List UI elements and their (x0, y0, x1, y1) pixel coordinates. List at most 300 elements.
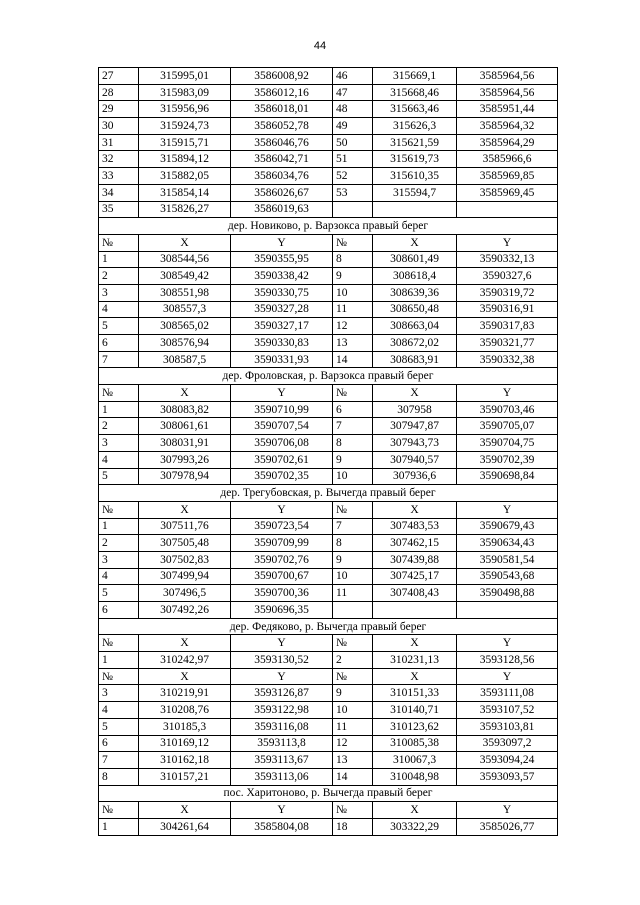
y-coordinate-cell: 3590327,17 (231, 318, 333, 335)
x-coordinate-cell: 308083,82 (139, 401, 231, 418)
point-number-cell: 7 (99, 351, 139, 368)
point-number-cell: 7 (333, 518, 373, 535)
y-coordinate-cell: 3590706,08 (231, 435, 333, 452)
point-number-cell: 11 (333, 585, 373, 602)
x-coordinate-cell: 310169,12 (139, 735, 231, 752)
y-coordinate-cell: 3593113,67 (231, 752, 333, 769)
x-coordinate-cell: 315915,71 (139, 134, 231, 151)
table-row (99, 401, 558, 418)
y-coordinate-cell: 3590703,46 (457, 401, 558, 418)
x-coordinate-cell: 308650,48 (373, 301, 457, 318)
y-coordinate-cell: 3590543,68 (457, 568, 558, 585)
y-coordinate-cell: 3585951,44 (457, 101, 558, 118)
point-number-cell: 1 (99, 401, 139, 418)
x-coordinate-cell: 307462,15 (373, 535, 457, 552)
x-coordinate-cell: X (139, 385, 231, 402)
table-row (99, 451, 558, 468)
point-number-cell: 47 (333, 84, 373, 101)
x-coordinate-cell: 307483,53 (373, 518, 457, 535)
column-header-row (99, 668, 558, 685)
y-coordinate-cell: 3590330,75 (231, 284, 333, 301)
table-row (99, 518, 558, 535)
table-row (99, 602, 558, 619)
column-header-row (99, 802, 558, 819)
y-coordinate-cell: 3590332,38 (457, 351, 558, 368)
point-number-cell: 13 (333, 752, 373, 769)
table-row (99, 301, 558, 318)
y-coordinate-cell: 3585969,45 (457, 184, 558, 201)
section-title-row (99, 485, 558, 502)
x-coordinate-cell: 315610,35 (373, 168, 457, 185)
table-row (99, 351, 558, 368)
y-coordinate-cell: 3585966,6 (457, 151, 558, 168)
y-coordinate-cell: Y (457, 501, 558, 518)
y-coordinate-cell: 3590331,93 (231, 351, 333, 368)
point-number-cell: 6 (333, 401, 373, 418)
table-row (99, 418, 558, 435)
x-coordinate-cell: 308565,02 (139, 318, 231, 335)
point-number-cell: 2 (333, 652, 373, 669)
x-coordinate-cell: 315894,12 (139, 151, 231, 168)
point-number-cell: № (333, 234, 373, 251)
x-coordinate-cell: 310085,38 (373, 735, 457, 752)
x-coordinate-cell: 304261,64 (139, 818, 231, 835)
point-number-cell: 11 (333, 718, 373, 735)
x-coordinate-cell: 307958 (373, 401, 457, 418)
coordinates-table (98, 67, 558, 836)
y-coordinate-cell: 3593126,87 (231, 685, 333, 702)
y-coordinate-cell: 3590702,76 (231, 551, 333, 568)
point-number-cell: 5 (99, 318, 139, 335)
y-coordinate-cell: 3590702,61 (231, 451, 333, 468)
table-row (99, 652, 558, 669)
point-number-cell: 49 (333, 118, 373, 135)
table-row (99, 585, 558, 602)
y-coordinate-cell: 3586018,01 (231, 101, 333, 118)
point-number-cell: 51 (333, 151, 373, 168)
point-number-cell: 12 (333, 735, 373, 752)
table-row (99, 768, 558, 785)
x-coordinate-cell: 307496,5 (139, 585, 231, 602)
x-coordinate-cell: 308683,91 (373, 351, 457, 368)
x-coordinate-cell: X (139, 668, 231, 685)
x-coordinate-cell: 307425,17 (373, 568, 457, 585)
point-number-cell: 10 (333, 284, 373, 301)
point-number-cell: № (99, 635, 139, 652)
x-coordinate-cell: 315995,01 (139, 68, 231, 85)
point-number-cell (333, 201, 373, 218)
point-number-cell: 30 (99, 118, 139, 135)
column-header-row (99, 385, 558, 402)
x-coordinate-cell: X (139, 635, 231, 652)
point-number-cell: 35 (99, 201, 139, 218)
point-number-cell: 2 (99, 418, 139, 435)
point-number-cell: 10 (333, 468, 373, 485)
x-coordinate-cell: 307492,26 (139, 602, 231, 619)
point-number-cell: 5 (99, 718, 139, 735)
y-coordinate-cell: 3593107,52 (457, 702, 558, 719)
x-coordinate-cell: 310123,62 (373, 718, 457, 735)
y-coordinate-cell: 3590332,13 (457, 251, 558, 268)
column-header-row (99, 635, 558, 652)
x-coordinate-cell: 307993,26 (139, 451, 231, 468)
point-number-cell: № (333, 635, 373, 652)
y-coordinate-cell: 3593128,56 (457, 652, 558, 669)
point-number-cell: № (333, 385, 373, 402)
y-coordinate-cell: 3593103,81 (457, 718, 558, 735)
point-number-cell: № (99, 234, 139, 251)
table-row (99, 118, 558, 135)
x-coordinate-cell: 307936,6 (373, 468, 457, 485)
x-coordinate-cell: 315668,46 (373, 84, 457, 101)
section-title-row (99, 785, 558, 802)
point-number-cell: 14 (333, 768, 373, 785)
page-number: 44 (313, 40, 327, 52)
y-coordinate-cell: 3590319,72 (457, 284, 558, 301)
y-coordinate-cell: 3590707,54 (231, 418, 333, 435)
x-coordinate-cell: 308587,5 (139, 351, 231, 368)
section-title: дер. Новиково, р. Варзокса правый берег (99, 218, 558, 235)
y-coordinate-cell: 3585964,29 (457, 134, 558, 151)
y-coordinate-cell: 3593111,08 (457, 685, 558, 702)
point-number-cell: 8 (333, 251, 373, 268)
x-coordinate-cell: 315854,14 (139, 184, 231, 201)
point-number-cell: 33 (99, 168, 139, 185)
x-coordinate-cell: 315669,1 (373, 68, 457, 85)
point-number-cell: 7 (99, 752, 139, 769)
point-number-cell: 18 (333, 818, 373, 835)
section-title: дер. Трегубовская, р. Вычегда правый берег (99, 485, 558, 502)
table-row (99, 468, 558, 485)
point-number-cell: 6 (99, 602, 139, 619)
x-coordinate-cell: 308639,36 (373, 284, 457, 301)
point-number-cell: 1 (99, 652, 139, 669)
table-row (99, 551, 558, 568)
y-coordinate-cell: 3590696,35 (231, 602, 333, 619)
table-row (99, 134, 558, 151)
y-coordinate-cell: 3590679,43 (457, 518, 558, 535)
y-coordinate-cell: 3590327,6 (457, 268, 558, 285)
point-number-cell: 4 (99, 301, 139, 318)
point-number-cell: 9 (333, 551, 373, 568)
point-number-cell (333, 602, 373, 619)
section-title: пос. Харитоново, р. Вычегда правый берег (99, 785, 558, 802)
x-coordinate-cell: 307439,88 (373, 551, 457, 568)
section-title: дер. Федяково, р. Вычегда правый берег (99, 618, 558, 635)
table-row (99, 702, 558, 719)
y-coordinate-cell: Y (457, 635, 558, 652)
x-coordinate-cell: 310067,3 (373, 752, 457, 769)
point-number-cell: 3 (99, 435, 139, 452)
y-coordinate-cell: 3590704,75 (457, 435, 558, 452)
table-row (99, 568, 558, 585)
y-coordinate-cell: 3593122,98 (231, 702, 333, 719)
point-number-cell: 10 (333, 568, 373, 585)
x-coordinate-cell: 308557,3 (139, 301, 231, 318)
point-number-cell: 6 (99, 335, 139, 352)
x-coordinate-cell: X (373, 385, 457, 402)
x-coordinate-cell: 307505,48 (139, 535, 231, 552)
section-title-row (99, 368, 558, 385)
table-row (99, 685, 558, 702)
coordinates-table-body (99, 68, 558, 836)
point-number-cell: 3 (99, 284, 139, 301)
y-coordinate-cell: Y (231, 501, 333, 518)
point-number-cell: 28 (99, 84, 139, 101)
point-number-cell: 8 (333, 435, 373, 452)
y-coordinate-cell: 3586008,92 (231, 68, 333, 85)
y-coordinate-cell: 3590327,28 (231, 301, 333, 318)
point-number-cell: № (99, 802, 139, 819)
x-coordinate-cell: 308663,04 (373, 318, 457, 335)
x-coordinate-cell: 310242,97 (139, 652, 231, 669)
point-number-cell: 29 (99, 101, 139, 118)
column-header-row (99, 234, 558, 251)
table-row (99, 718, 558, 735)
x-coordinate-cell: 308601,49 (373, 251, 457, 268)
table-row (99, 101, 558, 118)
point-number-cell: 12 (333, 318, 373, 335)
y-coordinate-cell: 3586046,76 (231, 134, 333, 151)
y-coordinate-cell: 3585964,32 (457, 118, 558, 135)
x-coordinate-cell: 307511,76 (139, 518, 231, 535)
point-number-cell: 3 (99, 551, 139, 568)
y-coordinate-cell: 3590700,67 (231, 568, 333, 585)
point-number-cell: 46 (333, 68, 373, 85)
y-coordinate-cell: 3590321,77 (457, 335, 558, 352)
y-coordinate-cell: Y (231, 668, 333, 685)
y-coordinate-cell (457, 201, 558, 218)
point-number-cell: 6 (99, 735, 139, 752)
point-number-cell: 31 (99, 134, 139, 151)
x-coordinate-cell: X (373, 668, 457, 685)
table-row (99, 151, 558, 168)
point-number-cell: 4 (99, 451, 139, 468)
point-number-cell: 4 (99, 568, 139, 585)
y-coordinate-cell: 3590338,42 (231, 268, 333, 285)
point-number-cell: 2 (99, 268, 139, 285)
x-coordinate-cell: 315663,46 (373, 101, 457, 118)
point-number-cell: 52 (333, 168, 373, 185)
point-number-cell: 11 (333, 301, 373, 318)
point-number-cell: 1 (99, 518, 139, 535)
x-coordinate-cell: 308061,61 (139, 418, 231, 435)
table-row (99, 535, 558, 552)
x-coordinate-cell: 315621,59 (373, 134, 457, 151)
point-number-cell: № (333, 501, 373, 518)
section-title: дер. Фроловская, р. Варзокса правый берег (99, 368, 558, 385)
y-coordinate-cell: Y (457, 385, 558, 402)
y-coordinate-cell: 3590581,54 (457, 551, 558, 568)
x-coordinate-cell: X (139, 501, 231, 518)
point-number-cell: № (99, 501, 139, 518)
point-number-cell: 8 (333, 535, 373, 552)
x-coordinate-cell: 315956,96 (139, 101, 231, 118)
y-coordinate-cell: 3586034,76 (231, 168, 333, 185)
table-row (99, 201, 558, 218)
x-coordinate-cell: X (139, 802, 231, 819)
table-row (99, 335, 558, 352)
y-coordinate-cell: 3590700,36 (231, 585, 333, 602)
table-row (99, 168, 558, 185)
y-coordinate-cell: 3590330,83 (231, 335, 333, 352)
point-number-cell: 14 (333, 351, 373, 368)
y-coordinate-cell: 3585964,56 (457, 84, 558, 101)
x-coordinate-cell: 307978,94 (139, 468, 231, 485)
x-coordinate-cell (373, 602, 457, 619)
y-coordinate-cell: 3593093,57 (457, 768, 558, 785)
table-row (99, 84, 558, 101)
x-coordinate-cell: 310157,21 (139, 768, 231, 785)
x-coordinate-cell: 308549,42 (139, 268, 231, 285)
y-coordinate-cell: 3593094,24 (457, 752, 558, 769)
x-coordinate-cell: X (373, 635, 457, 652)
x-coordinate-cell: 315882,05 (139, 168, 231, 185)
point-number-cell: 32 (99, 151, 139, 168)
y-coordinate-cell: 3593113,8 (231, 735, 333, 752)
x-coordinate-cell: 307499,94 (139, 568, 231, 585)
y-coordinate-cell: 3585026,77 (457, 818, 558, 835)
table-row (99, 752, 558, 769)
x-coordinate-cell: 315594,7 (373, 184, 457, 201)
y-coordinate-cell: 3590705,07 (457, 418, 558, 435)
x-coordinate-cell: X (139, 234, 231, 251)
y-coordinate-cell: 3586042,71 (231, 151, 333, 168)
x-coordinate-cell: 315619,73 (373, 151, 457, 168)
y-coordinate-cell: 3586026,67 (231, 184, 333, 201)
x-coordinate-cell: 310231,13 (373, 652, 457, 669)
x-coordinate-cell: 308618,4 (373, 268, 457, 285)
point-number-cell: № (333, 668, 373, 685)
y-coordinate-cell: 3585969,85 (457, 168, 558, 185)
point-number-cell: 27 (99, 68, 139, 85)
point-number-cell: 7 (333, 418, 373, 435)
table-row (99, 184, 558, 201)
x-coordinate-cell: 310151,33 (373, 685, 457, 702)
x-coordinate-cell: 307947,87 (373, 418, 457, 435)
x-coordinate-cell: 308576,94 (139, 335, 231, 352)
table-row (99, 818, 558, 835)
y-coordinate-cell: 3586052,78 (231, 118, 333, 135)
y-coordinate-cell: Y (231, 802, 333, 819)
y-coordinate-cell: Y (457, 234, 558, 251)
point-number-cell: 1 (99, 818, 139, 835)
y-coordinate-cell: Y (457, 668, 558, 685)
point-number-cell: 3 (99, 685, 139, 702)
x-coordinate-cell: 308031,91 (139, 435, 231, 452)
point-number-cell: 5 (99, 468, 139, 485)
table-row (99, 284, 558, 301)
x-coordinate-cell: 310140,71 (373, 702, 457, 719)
point-number-cell: 34 (99, 184, 139, 201)
y-coordinate-cell: Y (231, 635, 333, 652)
point-number-cell: № (99, 385, 139, 402)
x-coordinate-cell: X (373, 501, 457, 518)
x-coordinate-cell: 308672,02 (373, 335, 457, 352)
x-coordinate-cell (373, 201, 457, 218)
x-coordinate-cell: 315626,3 (373, 118, 457, 135)
point-number-cell: 48 (333, 101, 373, 118)
point-number-cell: 9 (333, 451, 373, 468)
y-coordinate-cell: 3590702,39 (457, 451, 558, 468)
section-title-row (99, 218, 558, 235)
table-row (99, 251, 558, 268)
y-coordinate-cell: 3590709,99 (231, 535, 333, 552)
x-coordinate-cell: 315983,09 (139, 84, 231, 101)
point-number-cell: 2 (99, 535, 139, 552)
y-coordinate-cell: 3590710,99 (231, 401, 333, 418)
x-coordinate-cell: 315826,27 (139, 201, 231, 218)
section-title-row (99, 618, 558, 635)
y-coordinate-cell (457, 602, 558, 619)
y-coordinate-cell: 3585804,08 (231, 818, 333, 835)
point-number-cell: № (99, 668, 139, 685)
point-number-cell: № (333, 802, 373, 819)
x-coordinate-cell: 310162,18 (139, 752, 231, 769)
x-coordinate-cell: 310208,76 (139, 702, 231, 719)
x-coordinate-cell: 308551,98 (139, 284, 231, 301)
y-coordinate-cell: 3590723,54 (231, 518, 333, 535)
x-coordinate-cell: X (373, 234, 457, 251)
point-number-cell: 5 (99, 585, 139, 602)
y-coordinate-cell: 3590498,88 (457, 585, 558, 602)
y-coordinate-cell: 3585964,56 (457, 68, 558, 85)
y-coordinate-cell: 3590702,35 (231, 468, 333, 485)
x-coordinate-cell: 307943,73 (373, 435, 457, 452)
table-row (99, 68, 558, 85)
point-number-cell: 4 (99, 702, 139, 719)
x-coordinate-cell: 307940,57 (373, 451, 457, 468)
y-coordinate-cell: 3590317,83 (457, 318, 558, 335)
x-coordinate-cell: 307408,43 (373, 585, 457, 602)
y-coordinate-cell: Y (457, 802, 558, 819)
y-coordinate-cell: 3590634,43 (457, 535, 558, 552)
y-coordinate-cell: 3593130,52 (231, 652, 333, 669)
y-coordinate-cell: 3590355,95 (231, 251, 333, 268)
table-row (99, 268, 558, 285)
y-coordinate-cell: 3593113,06 (231, 768, 333, 785)
x-coordinate-cell: 310219,91 (139, 685, 231, 702)
point-number-cell: 1 (99, 251, 139, 268)
point-number-cell: 53 (333, 184, 373, 201)
y-coordinate-cell: 3586019,63 (231, 201, 333, 218)
x-coordinate-cell: 315924,73 (139, 118, 231, 135)
x-coordinate-cell: 307502,83 (139, 551, 231, 568)
y-coordinate-cell: 3590316,91 (457, 301, 558, 318)
table-row (99, 435, 558, 452)
point-number-cell: 10 (333, 702, 373, 719)
point-number-cell: 50 (333, 134, 373, 151)
table-row (99, 318, 558, 335)
y-coordinate-cell: Y (231, 385, 333, 402)
point-number-cell: 13 (333, 335, 373, 352)
x-coordinate-cell: 303322,29 (373, 818, 457, 835)
x-coordinate-cell: X (373, 802, 457, 819)
column-header-row (99, 501, 558, 518)
y-coordinate-cell: 3586012,16 (231, 84, 333, 101)
table-row (99, 735, 558, 752)
point-number-cell: 8 (99, 768, 139, 785)
y-coordinate-cell: 3593116,08 (231, 718, 333, 735)
y-coordinate-cell: 3593097,2 (457, 735, 558, 752)
point-number-cell: 9 (333, 268, 373, 285)
x-coordinate-cell: 310185,3 (139, 718, 231, 735)
x-coordinate-cell: 310048,98 (373, 768, 457, 785)
y-coordinate-cell: Y (231, 234, 333, 251)
y-coordinate-cell: 3590698,84 (457, 468, 558, 485)
x-coordinate-cell: 308544,56 (139, 251, 231, 268)
point-number-cell: 9 (333, 685, 373, 702)
